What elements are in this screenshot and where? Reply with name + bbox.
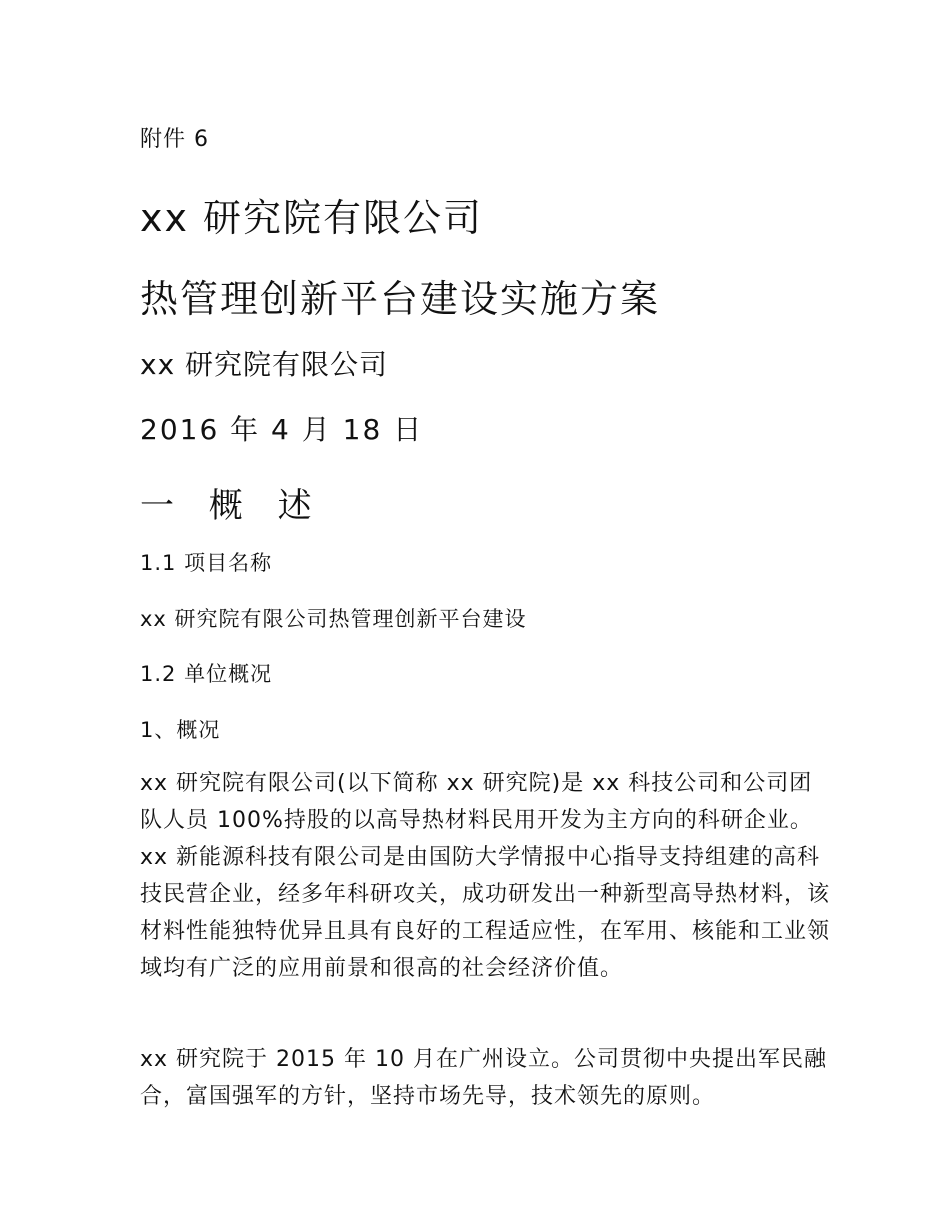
organization-name: xx 研究院有限公司 — [140, 348, 389, 381]
subsection-project-name-label: 1.1 项目名称 — [140, 551, 273, 575]
attachment-label: 附件 6 — [140, 127, 209, 152]
document-date: 2016 年 4 月 18 日 — [140, 413, 424, 446]
paragraph-company-founding: xx 研究院于 2015 年 10 月在广州设立。公司贯彻中央提出军民融合，富国强军的方针，坚持市场先导，技术领先的原则。 — [140, 1047, 827, 1109]
document-title-line1: xx 研究院有限公司 — [140, 196, 484, 240]
item-overview-label: 1、概况 — [140, 718, 221, 742]
subsection-unit-overview-label: 1.2 单位概况 — [140, 662, 273, 686]
document-title-line2: 热管理创新平台建设实施方案 — [140, 277, 661, 321]
section-heading-overview: 一 概 述 — [140, 486, 324, 526]
paragraph-company-intro: xx 研究院有限公司(以下简称 xx 研究院)是 xx 科技公司和公司团队人员 100%持股的以高导热材料民用开发为主方向的科研企业。xx 新能源科技有限公司是由国防大学情报中心指导支持组建的高科技民营企业，经多年科研攻关，成功研发出一种新型高导热材料，该材料性能独特优异且具有良好的工程适应性，在军用、核能和工业领域均有广泛的应用前景和很高的社会经济价值。 — [140, 771, 831, 981]
project-name-text: xx 研究院有限公司热管理创新平台建设 — [140, 607, 527, 631]
